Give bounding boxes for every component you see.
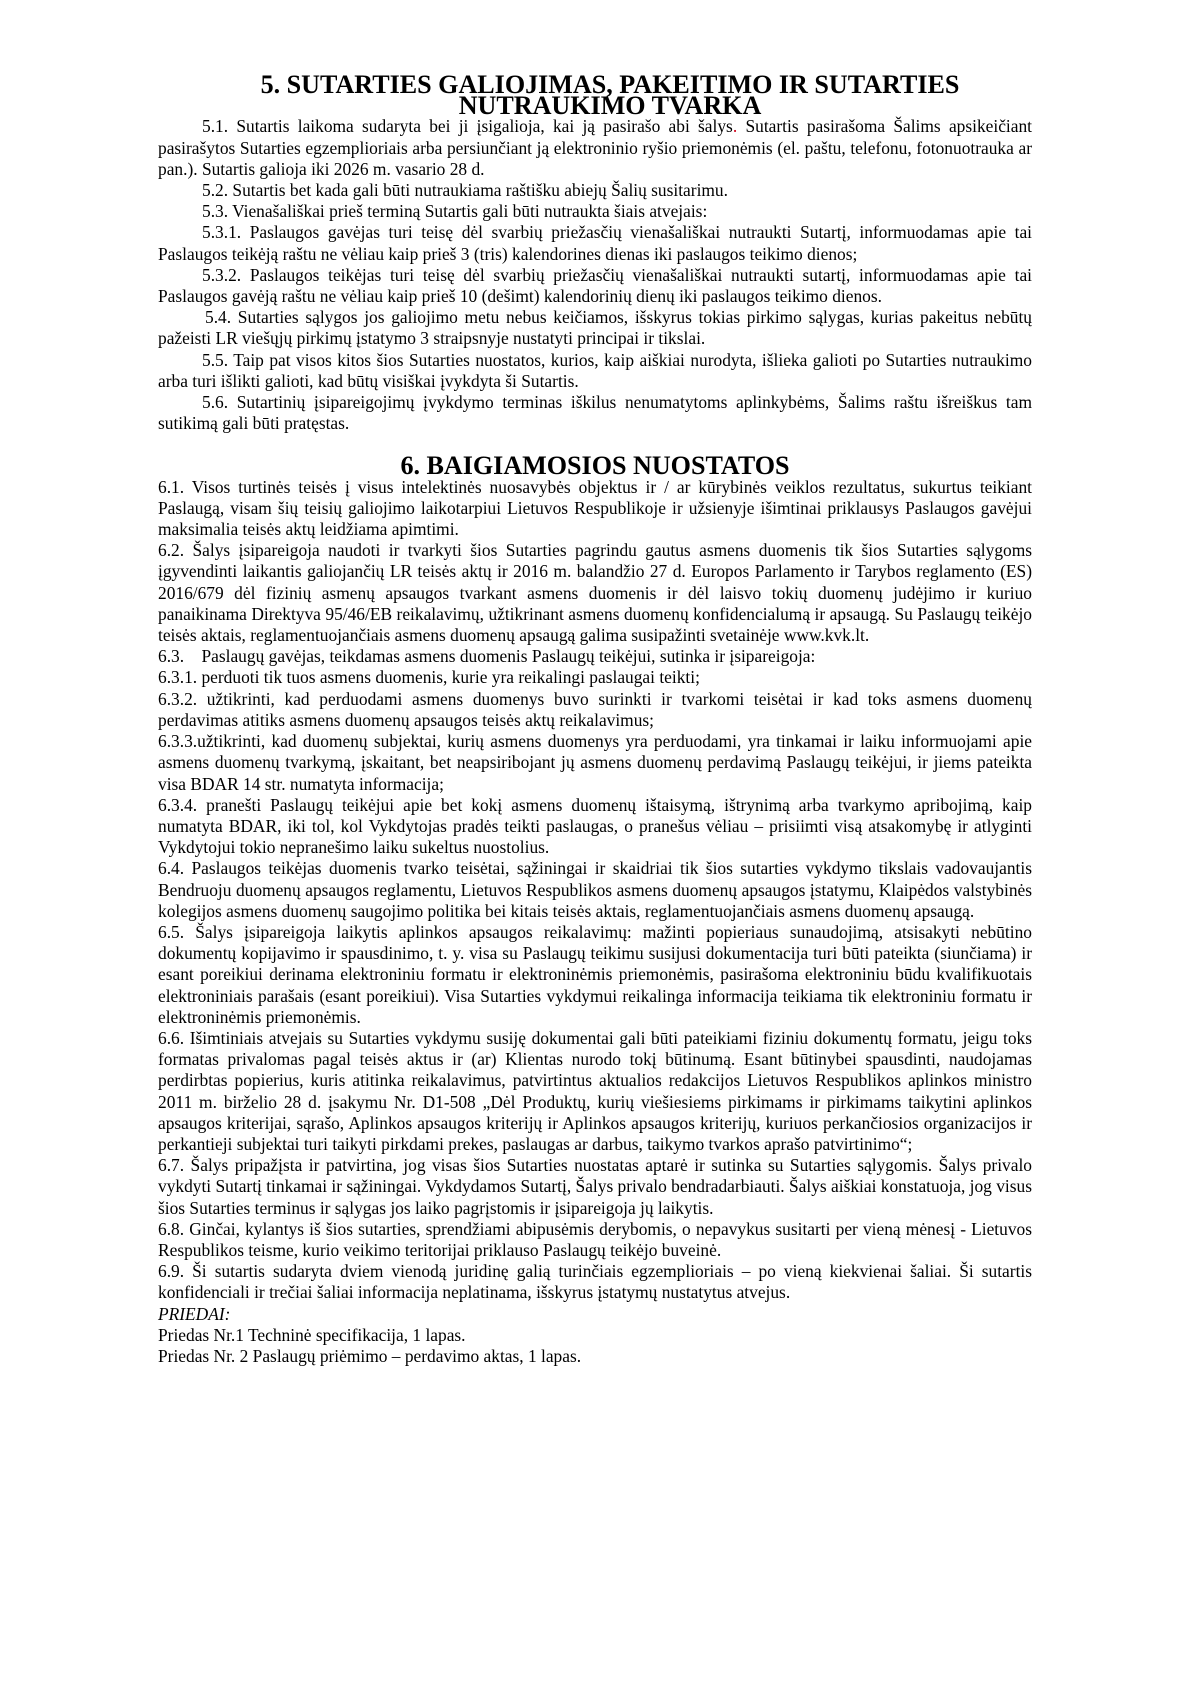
section-6-heading: 6. BAIGIAMOSIOS NUOSTATOS <box>400 451 790 481</box>
document-page <box>158 70 1032 1367</box>
clause-5-1 <box>158 116 1032 180</box>
clause-6-5: 6.5. Šalys įsipareigoja laikytis aplinkos apsaugos reikalavimų: mažinti popieriaus sunaudojimą, atsisakyti nebūtino dokumentų kopijavimo ir spausdinimo, t. y. visa su Paslaugų teikimu susijusi dokumentacija turi būti pateikta (siunčiama) ir esant poreikiui derinama elektroniniu formatu ir elektroninėmis priemonėmis, pasirašoma elektroniniu būdu kvalifikuotais elektroniniais parašais (esant poreikiui). Visa Sutarties vykdymui reikalinga informacija teikiama tik elektroniniu formatu ir elektroninėmis priemonėmis. <box>158 921 1032 1027</box>
clause-6-3-2: 6.3.2. užtikrinti, kad perduodami asmens duomenys buvo surinkti ir tvarkomi teisėtai ir kad toks asmens duomenų perdavimas atitiks asmens duomenų apsaugos teisės aktų reikalavimus; <box>158 688 1032 730</box>
annex-item-2: Priedas Nr. 2 Paslaugų priėmimo – perdavimo aktas, 1 lapas. <box>158 1345 582 1366</box>
clause-5-3: 5.3. Vienašališkai prieš terminą Sutartis gali būti nutraukta šiais atvejais: <box>202 201 708 222</box>
clause-6-8: 6.8. Ginčai, kylantys iš šios sutarties, sprendžiami abipusėmis derybomis, o nepavykus susitarti per vieną mėnesį - Lietuvos Respublikos teisme, kurio veikimo teritorijai priklauso Paslaugų teikėjo buveinė. <box>158 1218 1032 1260</box>
clause-6-1: 6.1. Visos turtinės teisės į visus intelektinės nuosavybės objektus ir / ar kūrybinės veiklos rezultatus, sukurtus teikiant Paslaugą, visam šių teisių galiojimo laikotarpiui Lietuvos Respublikoje ir užsienyje išimtinai priklausys Paslaugos gavėjui maksimalia teisės aktų leidžiama apimtimi. <box>158 476 1032 540</box>
clause-6-2: 6.2. Šalys įsipareigoja naudoti ir tvarkyti šios Sutarties pagrindu gautus asmens duomenis tik šios Sutarties sąlygoms įgyvendinti laikantis galiojančių LR teisės aktų ir 2016 m. balandžio 27 d. Europos Parlamento ir Tarybos reglamento (ES) 2016/679 dėl fizinių asmenų apsaugos tvarkant asmens duomenis ir dėl laisvo tokių duomenų judėjimo ir kuriuo panaikinama Direktyva 95/46/EB reikalavimų, užtikrinant asmens duomenų konfidencialumą ir apsaugą. Su Paslaugų teikėjo teisės aktais, reglamentuojančiais asmens duomenų apsaugą galima susipažinti svetainėje www.kvk.lt. <box>158 540 1032 646</box>
clause-6-7: 6.7. Šalys pripažįsta ir patvirtina, jog visas šios Sutarties nuostatas aptarė ir sutinka su Sutarties sąlygomis. Šalys privalo vykdyti Sutartį tinkamai ir sąžiningai. Vykdydamos Sutartį, Šalys privalo bendradarbiauti. Šalys aiškiai konstatuoja, jog visus šios Sutarties terminus ir sąlygas jos laiko pagrįstomis ir įsipareigoja jų laikytis. <box>158 1155 1032 1218</box>
clause-5-1-red-mark: . <box>732 116 738 137</box>
clause-5-3-1: 5.3.1. Paslaugos gavėjas turi teisę dėl svarbių priežasčių vienašališkai nutraukti Sutartį, informuodamas apie tai Paslaugos teikėją raštu ne vėliau kaip prieš 3 (tris) kalendorines dienas iki paslaugos teikimo dienos; <box>158 222 1032 264</box>
clause-5-5: 5.5. Taip pat visos kitos šios Sutarties nuostatos, kurios, kaip aiškiai nurodyta, išlieka galioti po Sutarties nutraukimo arba turi išlikti galioti, kad būtų visiškai įvykdyta ši Sutartis. <box>158 349 1032 391</box>
section-5-heading: 5. SUTARTIES GALIOJIMAS, PAKEITIMO IR SUTARTIES NUTRAUKIMO TVARKA <box>260 70 960 121</box>
clause-6-4: 6.4. Paslaugos teikėjas duomenis tvarko teisėtai, sąžiningai ir skaidriai tik šios sutarties vykdymo tikslais vadovaujantis Bendruoju duomenų apsaugos reglamentu, Lietuvos Respublikos asmens duomenų apsaugos įstatymu, Klaipėdos valstybinės kolegijos asmens duomenų saugojimo politika bei kitais teisės aktais, reglamentuojančiais asmens duomenų apsaugą. <box>158 858 1032 921</box>
clause-6-3-4: 6.3.4. pranešti Paslaugų teikėjui apie bet kokį asmens duomenų ištaisymą, ištrynimą arba tvarkymo apribojimą, kaip numatyta BDAR, iki tol, kol Vykdytojas pradės teikti paslaugas, o pranešus vėliau – prisiimti visą atsakomybę ir atlyginti Vykdytojui tokio nepranešimo laiku sukeltus nuostolius. <box>158 794 1032 858</box>
clause-5-3-2: 5.3.2. Paslaugos teikėjas turi teisę dėl svarbių priežasčių vienašališkai nutraukti sutartį, informuodamas apie tai Paslaugos gavėją raštu ne vėliau kaip prieš 10 (dešimt) kalendorinių dienų iki paslaugos teikimo dienos. <box>158 264 1032 307</box>
clause-6-6: 6.6. Išimtiniais atvejais su Sutarties vykdymu susiję dokumentai gali būti pateikiami fiziniu dokumentų formatu, jeigu toks formatas privalomas pagal teisės aktus ir (ar) Klientas nurodo tokį būtinumą. Esant būtinybei spausdinti, naudojamas perdirbtas popierius, kuris atitinka reikalavimus, patvirtintus aktualios redakcijos Lietuvos Respublikos aplinkos ministro 2011 m. birželio 28 d. įsakymu Nr. D1-508 „Dėl Produktų, kurių viešiesiems pirkimams ir pirkimams taikytini aplinkos apsaugos kriterijai, sąrašo, Aplinkos apsaugos kriterijų ir Aplinkos apsaugos kriterijų, kuriuos perkančiosios organizacijos ir perkantieji subjektai turi taikyti pirkdami prekes, paslaugas ar darbus, taikymo tvarkos aprašo patvirtinimo“; <box>158 1027 1032 1154</box>
clause-6-3: 6.3. Paslaugų gavėjas, teikdamas asmens duomenis Paslaugų teikėjui, sutinka ir įsipareigoja: <box>158 646 816 667</box>
clause-5-1-text-b: Sutartis pasirašoma Šalims apsikeičiant pasirašytos Sutarties egzemplioriais arba persiunčiant ją elektroninio ryšio priemonėmis (el. paštu, telefonu, fotonuotrauka ar pan.). Sutartis galioja iki 2026 m. vasario 28 d. <box>158 116 1032 179</box>
annexes-label: PRIEDAI: <box>158 1303 231 1324</box>
clause-5-2: 5.2. Sutartis bet kada gali būti nutraukiama raštišku abiejų Šalių susitarimu. <box>202 180 728 201</box>
clause-6-3-1: 6.3.1. perduoti tik tuos asmens duomenis, kurie yra reikalingi paslaugai teikti; <box>158 667 700 688</box>
clause-6-9: 6.9. Ši sutartis sudaryta dviem vienodą juridinę galią turinčiais egzemplioriais – po vieną kiekvienai šaliai. Ši sutartis konfidenciali ir trečiai šaliai informacija neplatinama, išskyrus įstatymų nustatytus atvejus. <box>158 1261 1032 1303</box>
clause-5-1-text-a: 5.1. Sutartis laikoma sudaryta bei ji įsigalioja, kai ją pasirašo abi šalys <box>202 116 733 137</box>
clause-5-4: 5.4. Sutarties sąlygos jos galiojimo metu nebus keičiamos, išskyrus tokias pirkimo sąlygas, kurias pakeitus nebūtų pažeisti LR viešųjų pirkimų įstatymo 3 straipsnyje nustatyti principai ir tikslai. <box>158 307 1032 349</box>
clause-5-6: 5.6. Sutartinių įsipareigojimų įvykdymo terminas iškilus nenumatytoms aplinkybėms, Šalims raštu išreiškus tam sutikimą gali būti pratęstas. <box>158 392 1032 434</box>
clause-6-3-3: 6.3.3.užtikrinti, kad duomenų subjektai, kurių asmens duomenys yra perduodami, yra tinkamai ir laiku informuojami apie asmens duomenų tvarkymą, įskaitant, bet neapsiribojant jų asmens duomenų perdavimą Paslaugų teikėjui, ir jiems pateikta visa BDAR 14 str. numatyta informacija; <box>158 731 1032 794</box>
annex-item-1: Priedas Nr.1 Techninė specifikacija, 1 lapas. <box>158 1324 466 1345</box>
